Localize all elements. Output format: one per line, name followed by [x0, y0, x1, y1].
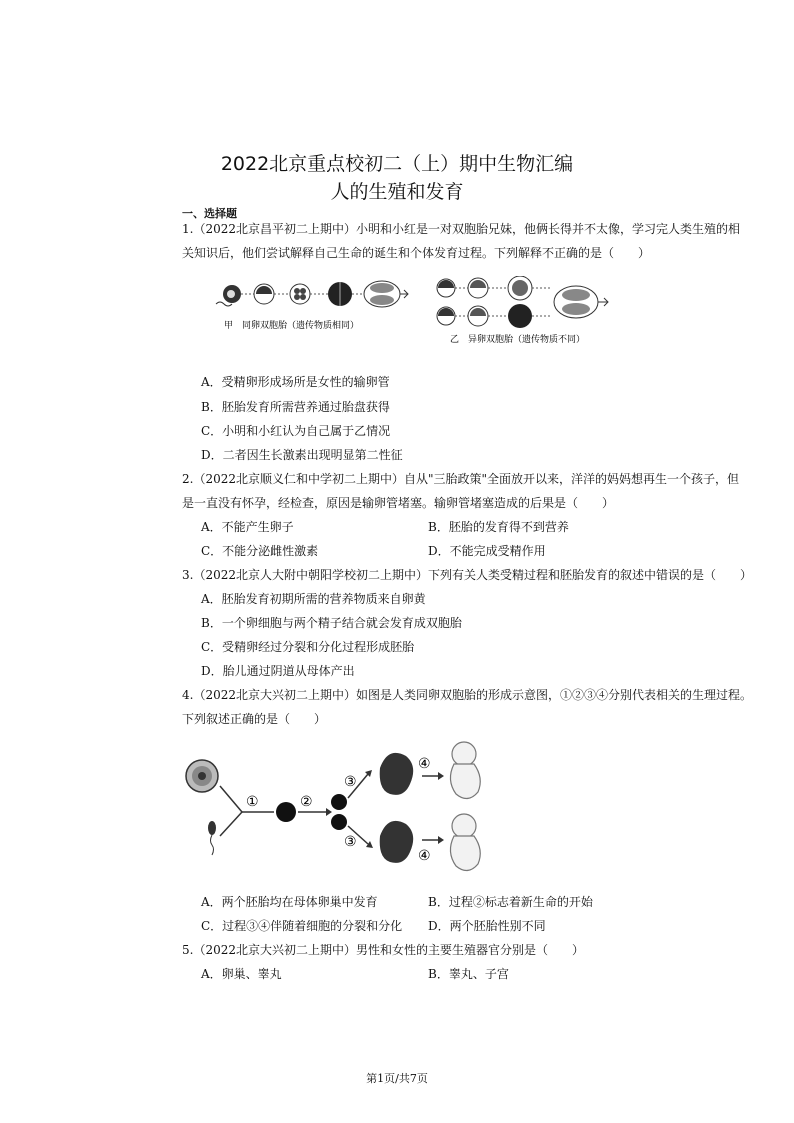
question-2-line-1: 2.（2022北京顺义仁和中学初二上期中）自从"三胎政策"全面放开以来，洋洋的妈妈想再生一个孩子，但: [182, 472, 740, 486]
embryo-bottom-icon: [380, 821, 413, 863]
q2-option-d: D．不能完成受精作用: [428, 544, 546, 558]
question-1-line-1: 1.（2022北京昌平初二上期中）小明和小红是一对双胞胎兄妹，他俩长得并不太像，学习完人类生殖的相: [182, 222, 740, 236]
question-4-line-1: 4.（2022北京大兴初二上期中）如图是人类同卵双胞胎的形成示意图，①②③④分别代表相关的生理过程。: [182, 688, 752, 702]
embryo-top-icon: [380, 753, 413, 795]
q3-option-c: C．受精卵经过分裂和分化过程形成胚胎: [201, 640, 415, 654]
twins-figure: [214, 276, 634, 352]
q1-option-d: D．二者因生长激素出现明显第二性征: [201, 448, 403, 462]
q1-option-a: A．受精卵形成场所是女性的输卵管: [201, 375, 390, 389]
q3-option-a: A．胚胎发育初期所需的营养物质来自卵黄: [201, 592, 426, 606]
process-mark-4-bottom: ④: [418, 848, 431, 864]
document-subtitle: 人的生殖和发育: [330, 181, 464, 203]
question-3-line-1: 3.（2022北京人大附中朝阳学校初二上期中）下列有关人类受精过程和胚胎发育的叙述中错误的是（ ）: [182, 568, 752, 582]
q2-option-a: A．不能产生卵子: [201, 520, 294, 534]
q5-option-b: B．睾丸、子宫: [428, 967, 509, 981]
fetus-bottom-icon: [450, 814, 480, 871]
process-mark-3-bottom: ③: [344, 834, 357, 850]
q3-option-b: B．一个卵细胞与两个精子结合就会发育成双胞胎: [201, 616, 462, 630]
document-title: 2022北京重点校初二（上）期中生物汇编: [220, 153, 574, 175]
process-mark-4-top: ④: [418, 756, 431, 772]
q2-option-c: C．不能分泌雌性激素: [201, 544, 319, 558]
section-heading: 一、选择题: [182, 207, 237, 220]
q2-option-b: B．胚胎的发育得不到营养: [428, 520, 569, 534]
question-1-line-2: 关知识后，他们尝试解释自己生命的诞生和个体发育过程。下列解释不正确的是（ ）: [182, 246, 651, 260]
q4-option-c: C．过程③④伴随着细胞的分裂和分化: [201, 919, 403, 933]
page-footer: 第1页/共7页: [366, 1072, 428, 1085]
question-5-line-1: 5.（2022北京大兴初二上期中）男性和女性的主要生殖器官分别是（ ）: [182, 943, 584, 957]
q5-option-a: A．卵巢、睾丸: [201, 967, 282, 981]
question-4-line-2: 下列叙述正确的是（ ）: [182, 712, 327, 726]
q4-option-b: B．过程②标志着新生命的开始: [428, 895, 593, 909]
fetus-top-icon: [450, 742, 480, 799]
q1-option-b: B．胚胎发育所需营养通过胎盘获得: [201, 400, 390, 414]
morula-icon: [290, 284, 310, 304]
process-mark-1: ①: [246, 794, 259, 810]
process-mark-3-top: ③: [344, 774, 357, 790]
cell-bottom-icon: [331, 814, 347, 830]
q1-option-c: C．小明和小红认为自己属于乙情况: [201, 424, 391, 438]
q4-option-d: D．两个胚胎性别不同: [428, 919, 546, 933]
sperm-cell-icon: [208, 821, 216, 835]
identical-twins-diagram: [182, 736, 522, 882]
process-mark-2: ②: [300, 794, 313, 810]
question-2-line-2: 是一直没有怀孕，经检查，原因是输卵管堵塞。输卵管堵塞造成的后果是（ ）: [182, 496, 615, 510]
figure-label-identical: 甲 同卵双胞胎（遗传物质相同）: [224, 321, 360, 331]
zygote-icon: [276, 802, 296, 822]
q4-option-a: A．两个胚胎均在母体卵巢中发育: [201, 895, 378, 909]
q3-option-d: D．胎儿通过阴道从母体产出: [201, 664, 355, 678]
cell-top-icon: [331, 794, 347, 810]
figure-label-fraternal: 乙 异卵双胞胎（遗传物质不同）: [450, 335, 586, 345]
